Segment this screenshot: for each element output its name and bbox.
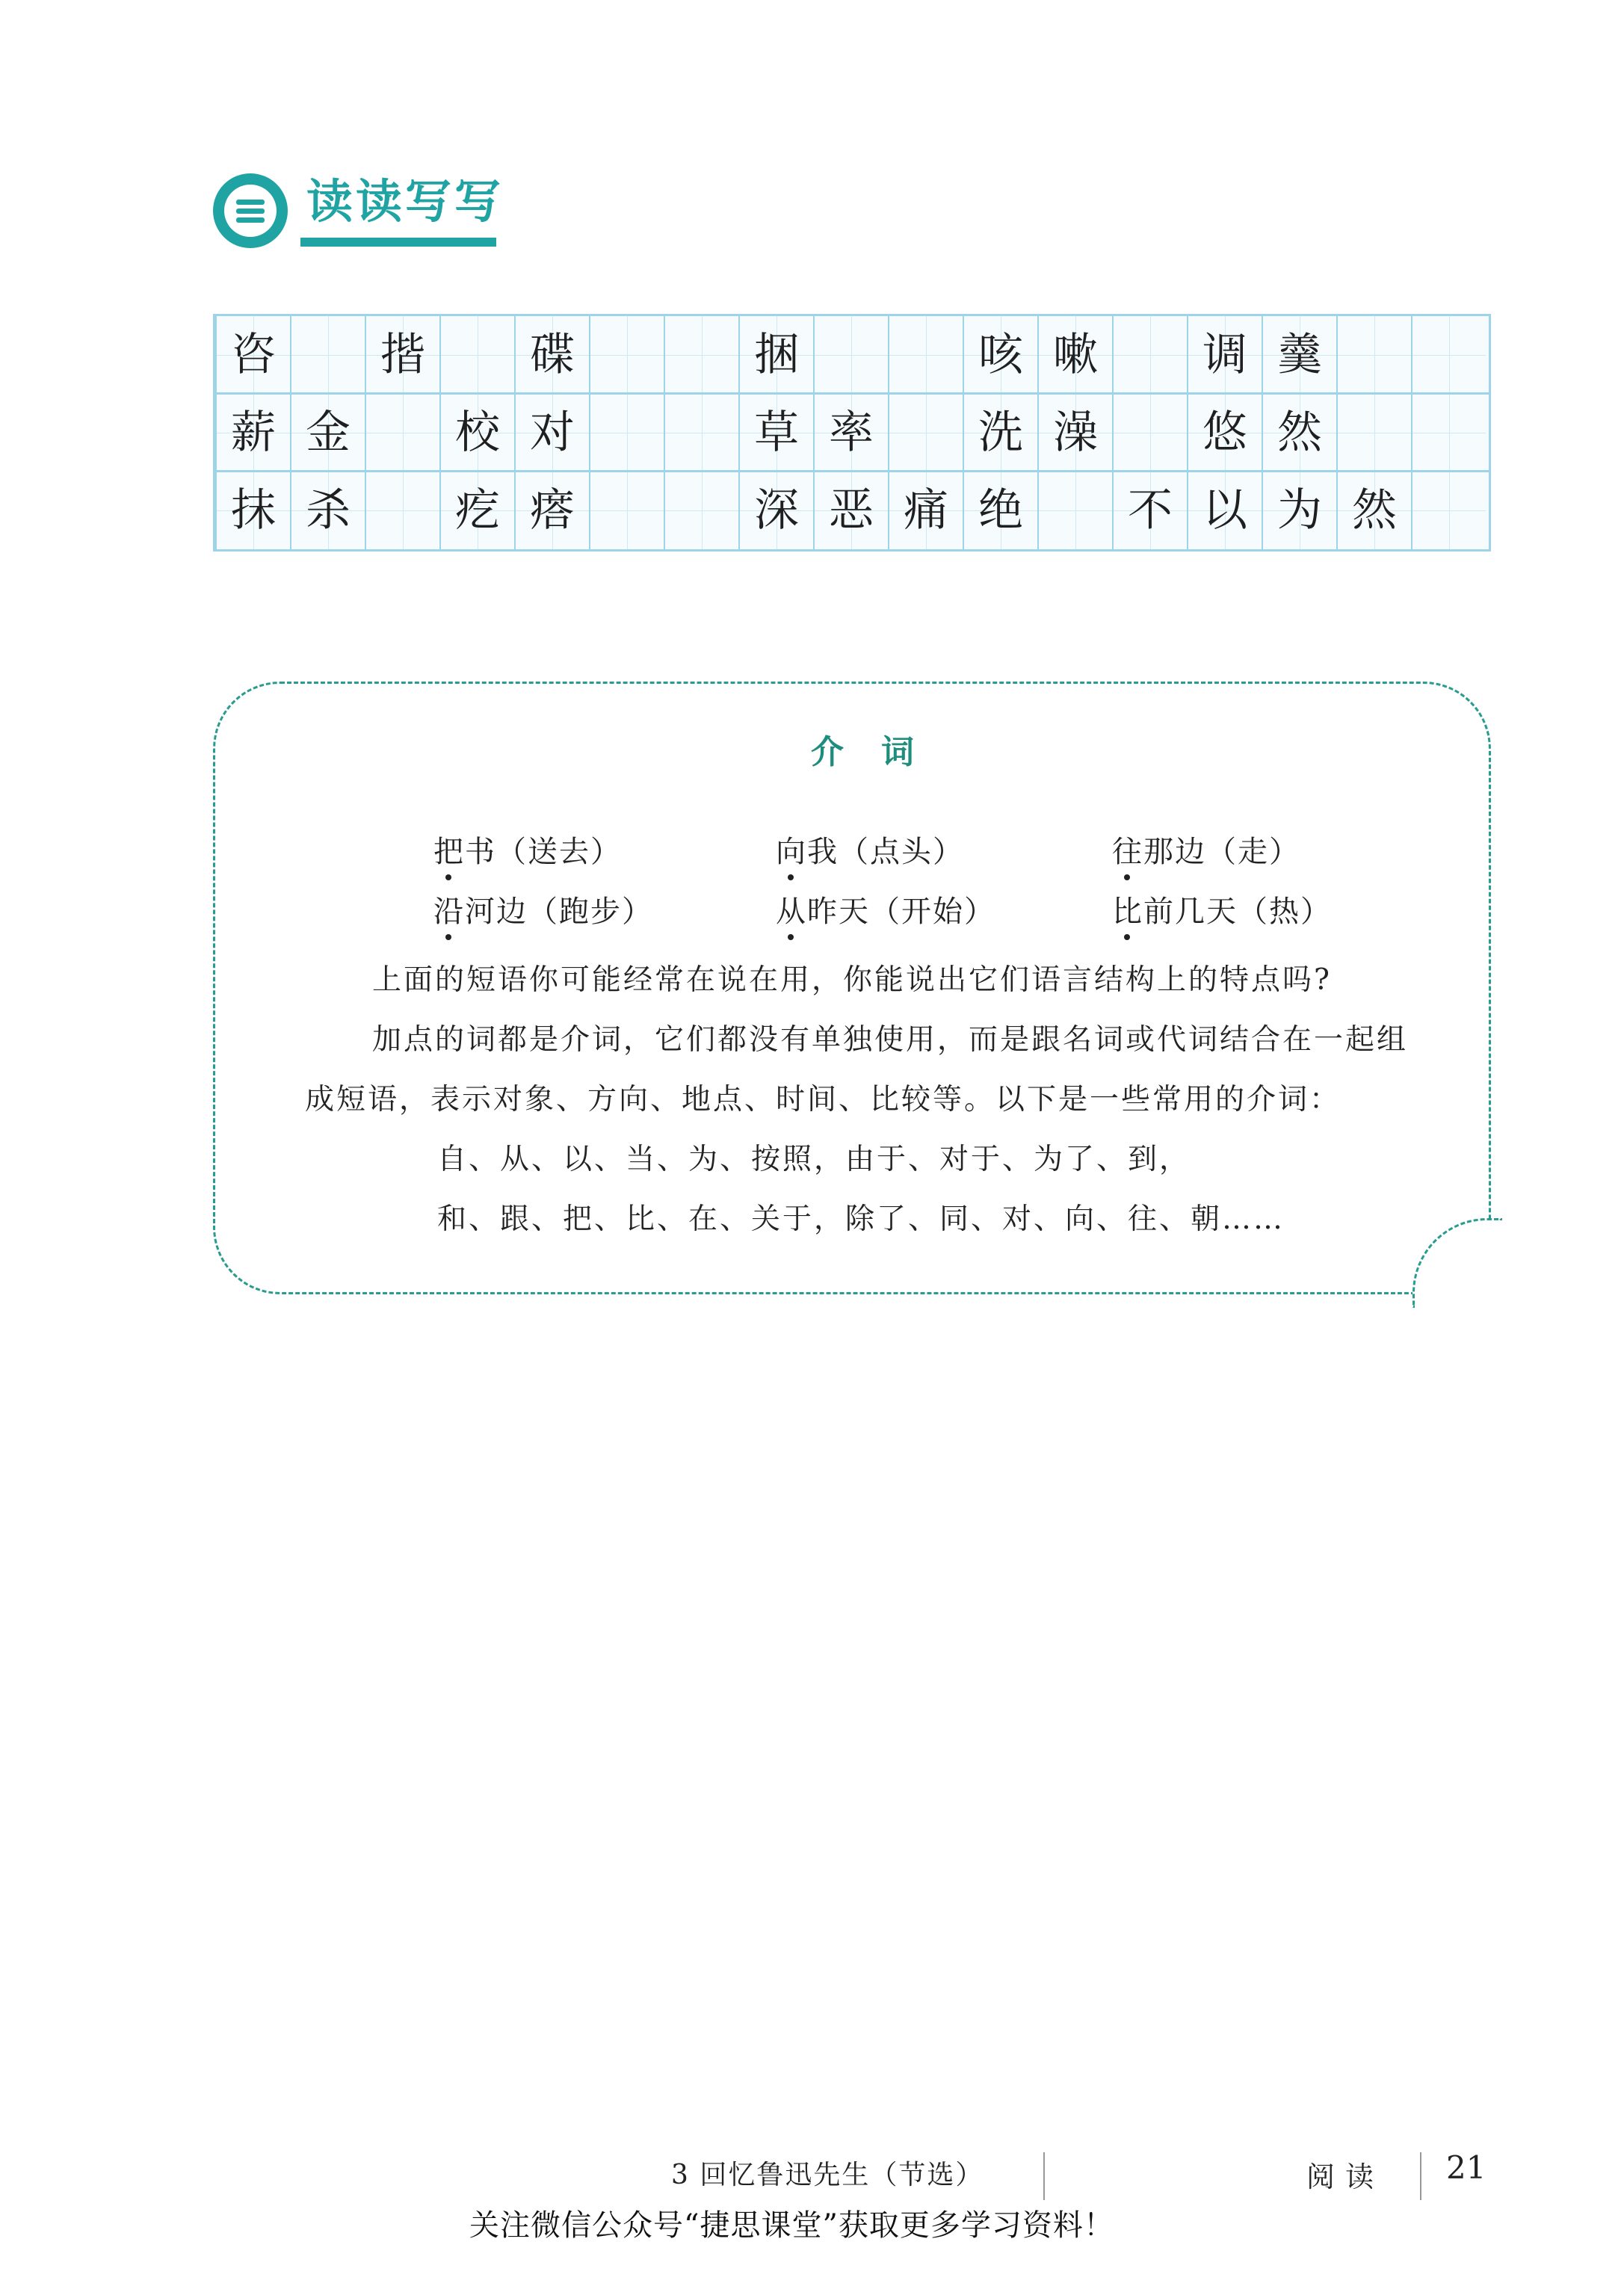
grid-cell: 咳 bbox=[963, 316, 1037, 394]
grid-cell bbox=[664, 316, 738, 394]
phrase: 往那边（走） bbox=[1112, 835, 1300, 869]
footer-divider bbox=[1043, 2152, 1045, 2200]
grid-row-separator bbox=[215, 392, 1489, 395]
grid-cell bbox=[439, 316, 514, 394]
phrase: 把书（送去） bbox=[433, 835, 622, 869]
grid-cell: 深 bbox=[738, 472, 813, 549]
grid-cell: 率 bbox=[813, 394, 888, 472]
paragraph-line: 和、跟、把、比、在、关于，除了、同、对、向、往、朝…… bbox=[437, 1202, 1285, 1236]
grid-cell bbox=[1336, 394, 1411, 472]
phrase: 沿河边（跑步） bbox=[433, 895, 653, 929]
paragraph-line: 上面的短语你可能经常在说在用，你能说出它们语言结构上的特点吗? bbox=[372, 963, 1332, 997]
grid-cell bbox=[589, 316, 664, 394]
grid-cell: 嗽 bbox=[1037, 316, 1112, 394]
grid-cell: 洗 bbox=[963, 394, 1037, 472]
grid-cell bbox=[1037, 472, 1112, 549]
footer-divider bbox=[1420, 2152, 1421, 2200]
grid-cell bbox=[1336, 316, 1411, 394]
emphasis-dot bbox=[445, 874, 451, 880]
grid-cell: 咨 bbox=[215, 316, 290, 394]
grid-cell bbox=[888, 394, 963, 472]
page-number: 21 bbox=[1446, 2149, 1486, 2186]
grid-cell bbox=[813, 316, 888, 394]
paragraph-line: 加点的词都是介词，它们都没有单独使用，而是跟名词或代词结合在一起组 bbox=[372, 1023, 1409, 1057]
grid-cell: 抹 bbox=[215, 472, 290, 549]
grid-cell bbox=[664, 394, 738, 472]
grid-cell: 草 bbox=[738, 394, 813, 472]
grid-row-separator bbox=[215, 470, 1489, 472]
grid-cell: 为 bbox=[1262, 472, 1336, 549]
grid-cell: 金 bbox=[290, 394, 365, 472]
grid-row bbox=[215, 472, 1489, 549]
box-title: 介词 bbox=[811, 733, 951, 771]
phrase: 从昨天（开始） bbox=[776, 895, 995, 929]
emphasis-dot bbox=[788, 874, 794, 880]
character-grid bbox=[213, 314, 1491, 552]
grid-cell: 恶 bbox=[813, 472, 888, 549]
grid-cell: 以 bbox=[1187, 472, 1262, 549]
footer-lesson-title: 3 回忆鲁迅先生（节选） bbox=[671, 2160, 984, 2190]
emphasis-dot bbox=[445, 934, 451, 940]
phrase: 向我（点头） bbox=[776, 835, 964, 869]
grid-cell: 疙 bbox=[439, 472, 514, 549]
grid-row bbox=[215, 394, 1489, 472]
grid-cell: 杀 bbox=[290, 472, 365, 549]
grid-cell: 校 bbox=[439, 394, 514, 472]
section-icon bbox=[213, 173, 288, 248]
paragraph-line: 成短语，表示对象、方向、地点、时间、比较等。以下是一些常用的介词： bbox=[305, 1083, 1342, 1116]
grid-cell: 绝 bbox=[963, 472, 1037, 549]
grid-cell: 对 bbox=[514, 394, 589, 472]
grid-cell: 碟 bbox=[514, 316, 589, 394]
grid-cell bbox=[365, 394, 439, 472]
emphasis-dot bbox=[1124, 934, 1130, 940]
grid-cell bbox=[589, 472, 664, 549]
section-title-underline bbox=[300, 238, 496, 247]
grid-cell bbox=[1411, 472, 1486, 549]
emphasis-dot bbox=[1124, 874, 1130, 880]
footer-promo-note: 关注微信公众号“捷思课堂”获取更多学习资料！ bbox=[469, 2208, 1114, 2243]
grid-row bbox=[215, 316, 1489, 394]
grid-cell bbox=[290, 316, 365, 394]
grid-cell bbox=[589, 394, 664, 472]
footer-section-label: 阅读 bbox=[1306, 2160, 1385, 2193]
grid-cell: 调 bbox=[1187, 316, 1262, 394]
grid-cell: 捆 bbox=[738, 316, 813, 394]
grid-cell bbox=[664, 472, 738, 549]
grid-cell: 澡 bbox=[1037, 394, 1112, 472]
grid-cell: 悠 bbox=[1187, 394, 1262, 472]
section-title: 读读写写 bbox=[306, 174, 504, 229]
grid-cell bbox=[365, 472, 439, 549]
grid-cell: 揩 bbox=[365, 316, 439, 394]
grid-cell: 瘩 bbox=[514, 472, 589, 549]
emphasis-dot bbox=[788, 934, 794, 940]
grid-cell: 羹 bbox=[1262, 316, 1336, 394]
grid-cell bbox=[888, 316, 963, 394]
grid-cell: 不 bbox=[1112, 472, 1187, 549]
phrase: 比前几天（热） bbox=[1112, 895, 1332, 929]
grid-cell: 然 bbox=[1262, 394, 1336, 472]
grid-cell: 痛 bbox=[888, 472, 963, 549]
grid-cell bbox=[1411, 394, 1486, 472]
grid-cell bbox=[1112, 316, 1187, 394]
grid-cell bbox=[1411, 316, 1486, 394]
grid-cell bbox=[1112, 394, 1187, 472]
paragraph-line: 自、从、以、当、为、按照，由于、对于、为了、到， bbox=[437, 1143, 1191, 1176]
grid-cell: 薪 bbox=[215, 394, 290, 472]
grid-cell: 然 bbox=[1336, 472, 1411, 549]
